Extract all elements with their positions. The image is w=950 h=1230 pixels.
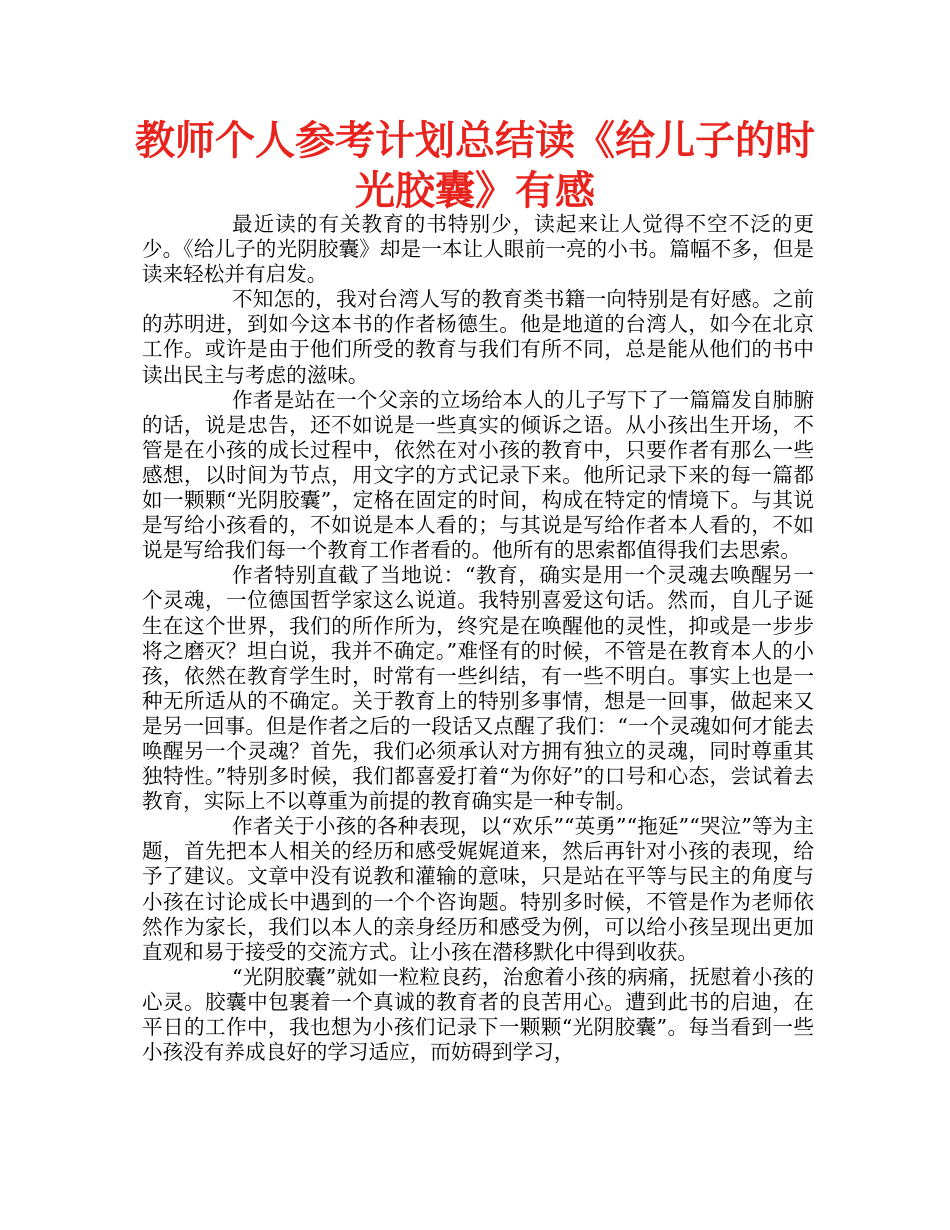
document-body (142, 212, 814, 1065)
paragraph: 不知怎的，我对台湾人写的教育类书籍一向特别是有好感。之前的苏明进，到如今这本书的作者杨德生。他是地道的台湾人，如今在北京工作。或许是由于他们所受的教育与我们有所不同，总是能从他们的书中读出民主与考虑的滋味。 (142, 287, 814, 387)
paragraph: 作者是站在一个父亲的立场给本人的儿子写下了一篇篇发自肺腑的话，说是忠告，还不如说是一些真实的倾诉之语。从小孩出生开场，不管是在小孩的成长过程中，依然在对小孩的教育中，只要作者有那么一些感想，以时间为节点，用文字的方式记录下来。他所记录下来的每一篇都如一颗颗“光阴胶囊”，定格在固定的时间，构成在特定的情境下。与其说是写给小孩看的，不如说是本人看的；与其说是写给作者本人看的，不如说是写给我们每一个教育工作者看的。他所有的思索都值得我们去思索。 (142, 387, 814, 563)
paragraph: “光阴胶囊”就如一粒粒良药，治愈着小孩的病痛，抚慰着小孩的心灵。胶囊中包裹着一个真诚的教育者的良苦用心。遭到此书的启迪，在平日的工作中，我也想为小孩们记录下一颗颗“光阴胶囊”。每当看到一些小孩没有养成良好的学习适应，而妨碍到学习， (142, 964, 814, 1065)
paragraph: 作者关于小孩的各种表现，以“欢乐”“英勇”“拖延”“哭泣”等为主题，首先把本人相关的经历和感受娓娓道来，然后再针对小孩的表现，给予了建议。文章中没有说教和灌输的意味，只是站在平等与民主的角度与小孩在讨论成长中遇到的一个个咨询题。特别多时候，不管是作为老师依然作为家长，我们以本人的亲身经历和感受为例，可以给小孩呈现出更加直观和易于接受的交流方式。让小孩在潜移默化中得到收获。 (142, 814, 814, 964)
paragraph: 作者特别直截了当地说：“教育，确实是用一个灵魂去唤醒另一个灵魂，一位德国哲学家这么说道。我特别喜爱这句话。然而，自儿子诞生在这个世界，我们的所作所为，终究是在唤醒他的灵性，抑或是一步步将之磨灭？坦白说，我并不确定。”难怪有的时候，不管是在教育本人的小孩，依然在教育学生时，时常有一些纠结，有一些不明白。事实上也是一种无所适从的不确定。关于教育上的特别多事情，想是一回事，做起来又是另一回事。但是作者之后的一段话又点醒了我们：“一个灵魂如何才能去唤醒另一个灵魂？首先，我们必须承认对方拥有独立的灵魂，同时尊重其独特性。”特别多时候，我们都喜爱打着“为你好”的口号和心态，尝试着去教育，实际上不以尊重为前提的教育确实是一种专制。 (142, 563, 814, 814)
document-title: 教师个人参考计划总结读《给儿子的时光胶囊》有感 (135, 118, 815, 214)
paragraph: 最近读的有关教育的书特别少，读起来让人觉得不空不泛的更少。《给儿子的光阴胶囊》却是一本让人眼前一亮的小书。篇幅不多，但是读来轻松并有启发。 (142, 212, 814, 287)
